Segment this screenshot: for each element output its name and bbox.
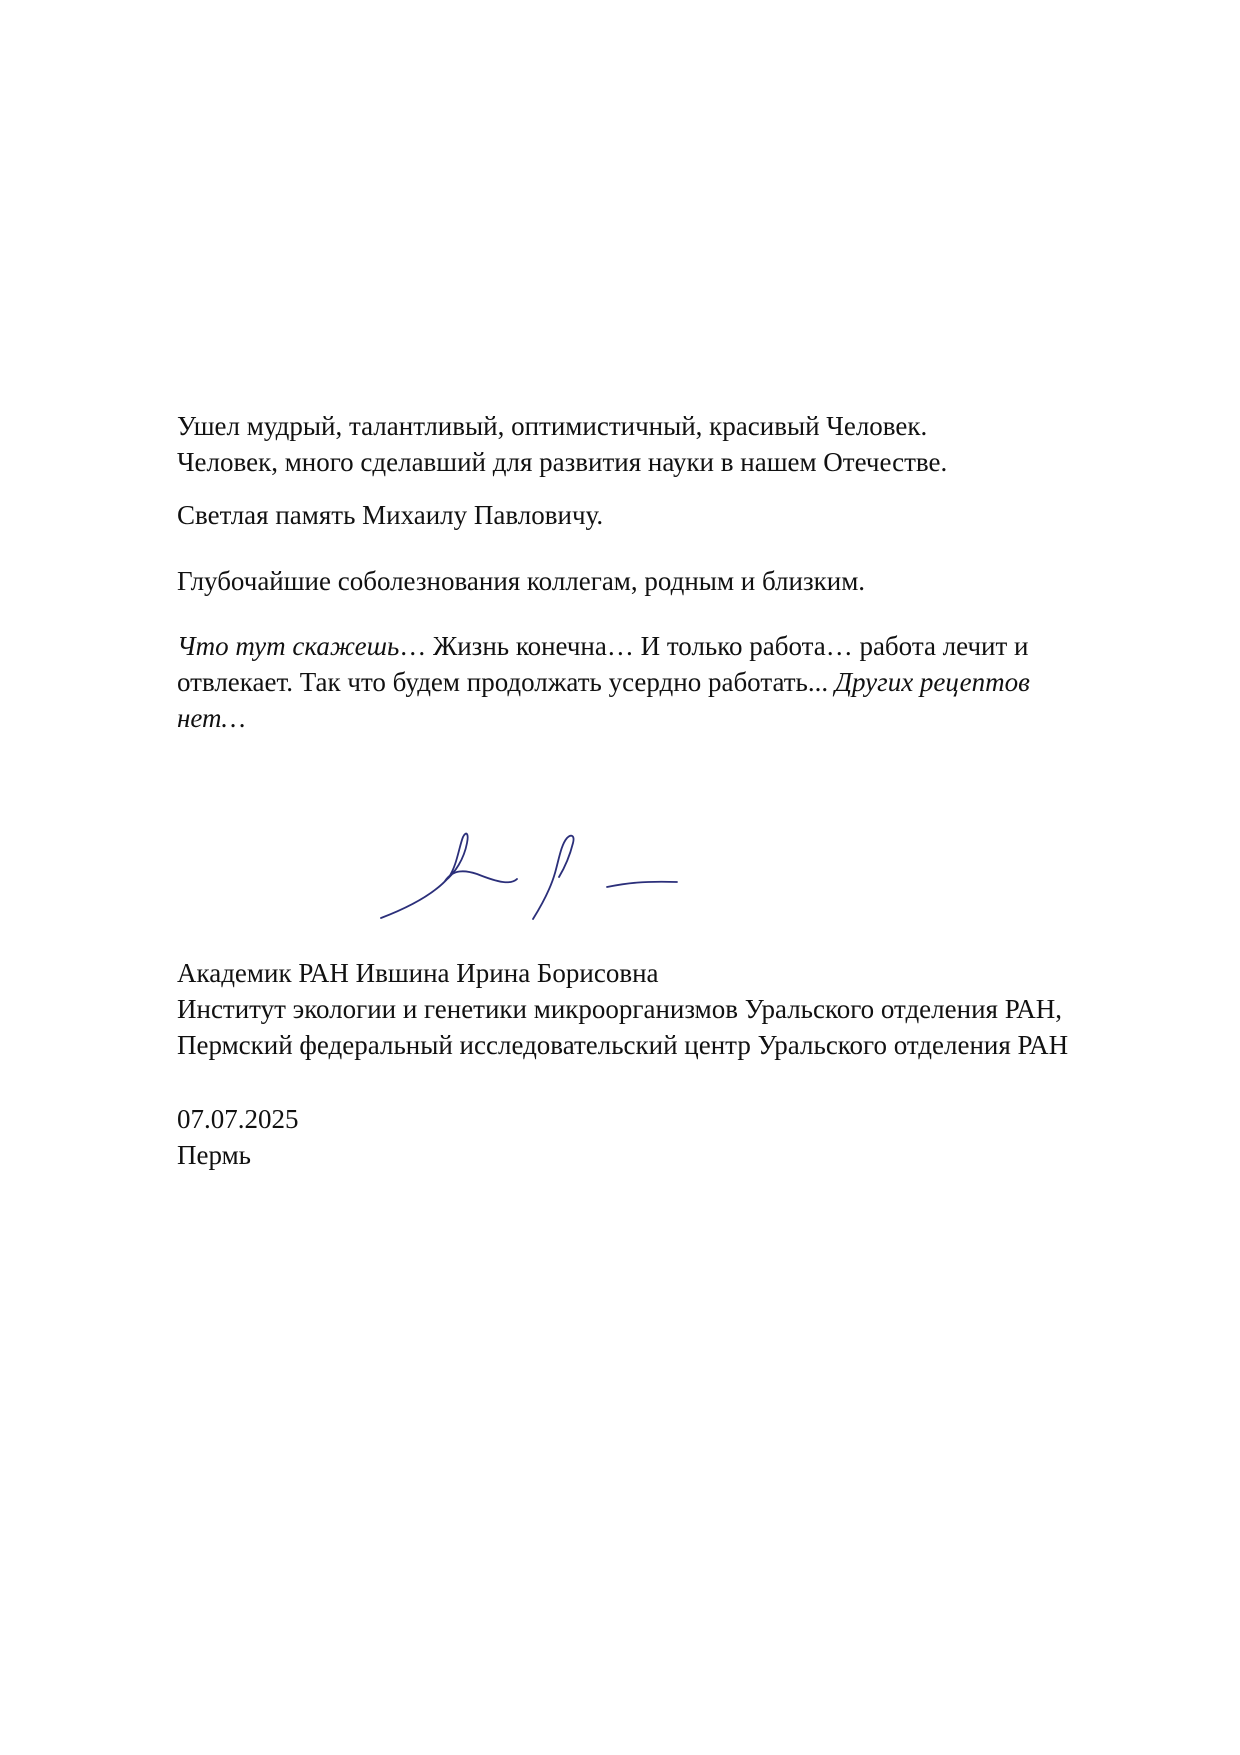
closing-text: отвлекает. Так что будем продолжать усердно работать... [177, 667, 835, 697]
signer-name: Академик РАН Ившина Ирина Борисовна [177, 958, 659, 988]
signer-affiliation: Институт экологии и генетики микроорганизмов Уральского отделения РАН, [177, 994, 1063, 1024]
closing-line [177, 664, 1030, 700]
paragraph-line: Человек, много сделавший для развития науки в нашем Отечестве. [177, 447, 948, 477]
closing-italic: Других рецептов [834, 667, 1030, 697]
closing-italic: Что тут скажешь [177, 631, 400, 661]
condolences-line: Глубочайшие соболезнования коллегам, родным и близким. [177, 566, 866, 596]
paragraph-line: Ушел мудрый, талантливый, оптимистичный, красивый Человек. [177, 411, 928, 441]
closing-line [177, 628, 1029, 664]
signature-stroke [607, 882, 677, 887]
closing-text: … Жизнь конечна… И только работа… работа лечит и [399, 631, 1029, 661]
closing-line: нет… [177, 703, 246, 733]
signature-stroke [381, 834, 517, 918]
handwritten-signature [375, 825, 695, 925]
signer-affiliation: Пермский федеральный исследовательский центр Уральского отделения РАН [177, 1030, 1069, 1060]
signature-strokes [381, 834, 677, 919]
letter-date: 07.07.2025 [177, 1104, 299, 1134]
memory-line: Светлая память Михаилу Павловичу. [177, 500, 604, 530]
letter-city: Пермь [177, 1140, 251, 1170]
signature-stroke [533, 836, 574, 919]
